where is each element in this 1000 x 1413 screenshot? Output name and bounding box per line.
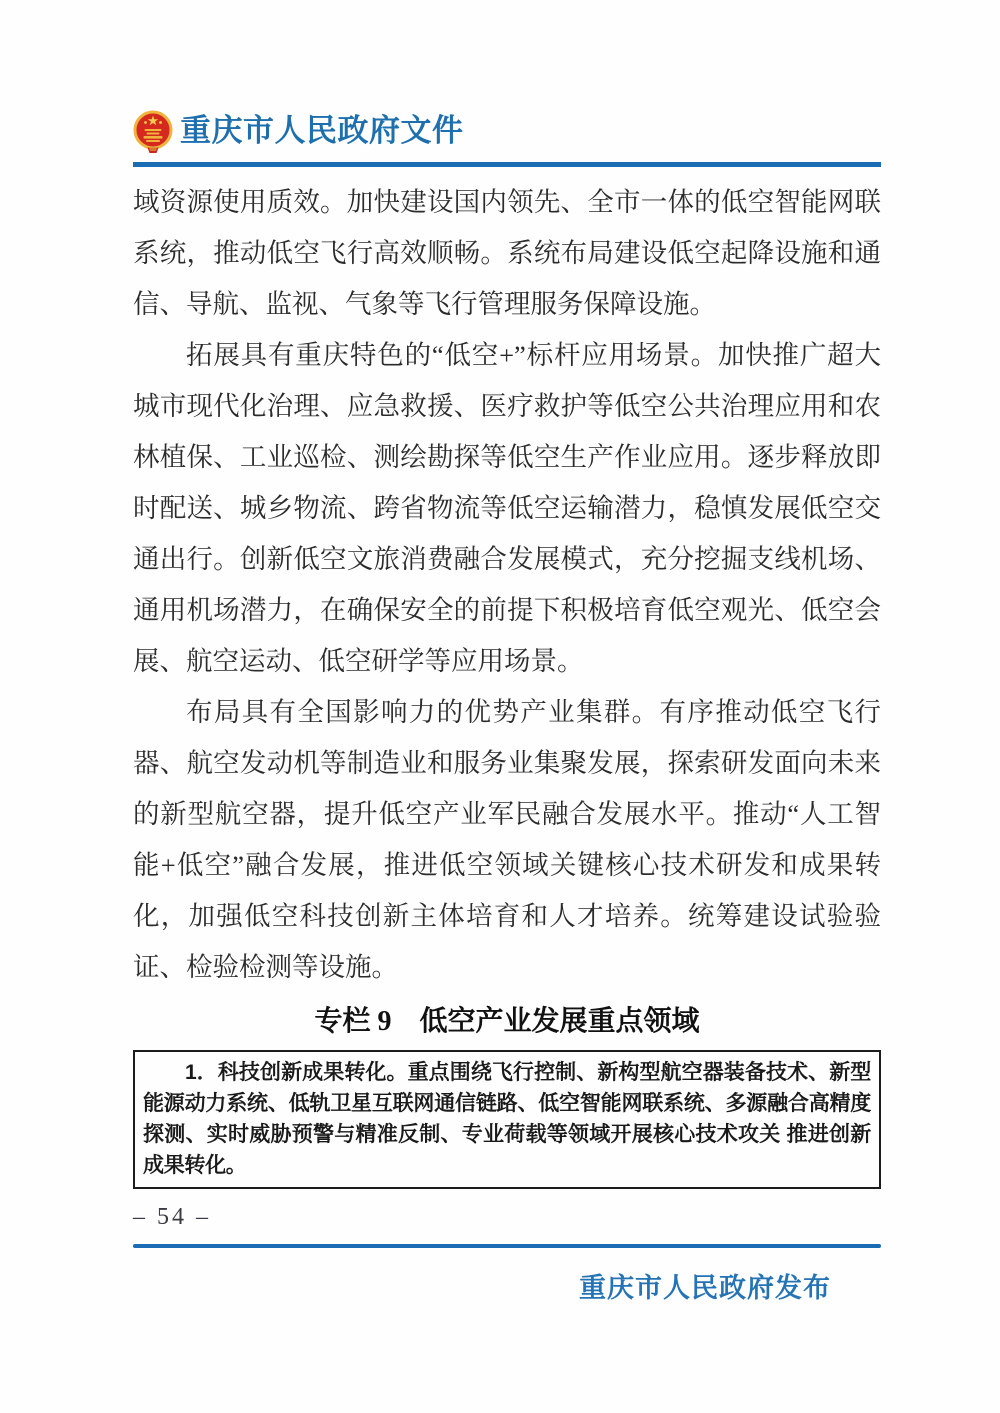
column-box <box>133 1050 881 1189</box>
page-number: – 54 – <box>133 1204 211 1230</box>
body-paragraph: 拓展具有重庆特色的“低空+”标杆应用场景。加快推广超大城市现代化治理、应急救援、医疗救护等低空公共治理应用和农林植保、工业巡检、测绘勘探等低空生产作业应用。逐步释放即时配送、城乡物流、跨省物流等低空运输潜力，稳慎发展低空交通出行。创新低空文旅消费融合发展模式，充分挖掘支线机场、通用机场潜力，在确保安全的前提下积极培育低空观光、低空会展、航空运动、低空研学等应用场景。 <box>133 340 881 676</box>
body-paragraph: 域资源使用质效。加快建设国内领先、全市一体的低空智能网联系统，推动低空飞行高效顺畅。系统布局建设低空起降设施和通信、导航、监视、气象等飞行管理服务保障设施。 <box>133 187 881 319</box>
footer-rule <box>133 1244 881 1248</box>
document-header <box>133 110 881 167</box>
national-emblem-icon <box>133 110 173 154</box>
page-content <box>133 0 881 1305</box>
column-heading: 专栏 9 低空产业发展重点领域 <box>314 1006 700 1037</box>
body-text <box>133 177 881 993</box>
publisher-label: 重庆市人民政府发布 <box>579 1273 831 1303</box>
body-paragraph: 布局具有全国影响力的优势产业集群。有序推动低空飞行器、航空发动机等制造业和服务业集聚发展，探索研发面向未来的新型航空器，提升低空产业军民融合发展水平。推动“人工智能+低空”融合发展，推进低空领域关键核心技术研发和成果转化，加强低空科技创新主体培育和人才培养。统筹建设试验验证、检验检测等设施。 <box>133 697 881 982</box>
document-title: 重庆市人民政府文件 <box>180 112 464 148</box>
column-box-text: 1．科技创新成果转化。重点围绕飞行控制、新构型航空器装备技术、新型能源动力系统、低轨卫星互联网通信链路、低空智能网联系统、多源融合高精度探测、实时威胁预警与精准反制、专业荷载等领域开展核心技术攻关 推进创新成果转化。 <box>143 1061 871 1177</box>
